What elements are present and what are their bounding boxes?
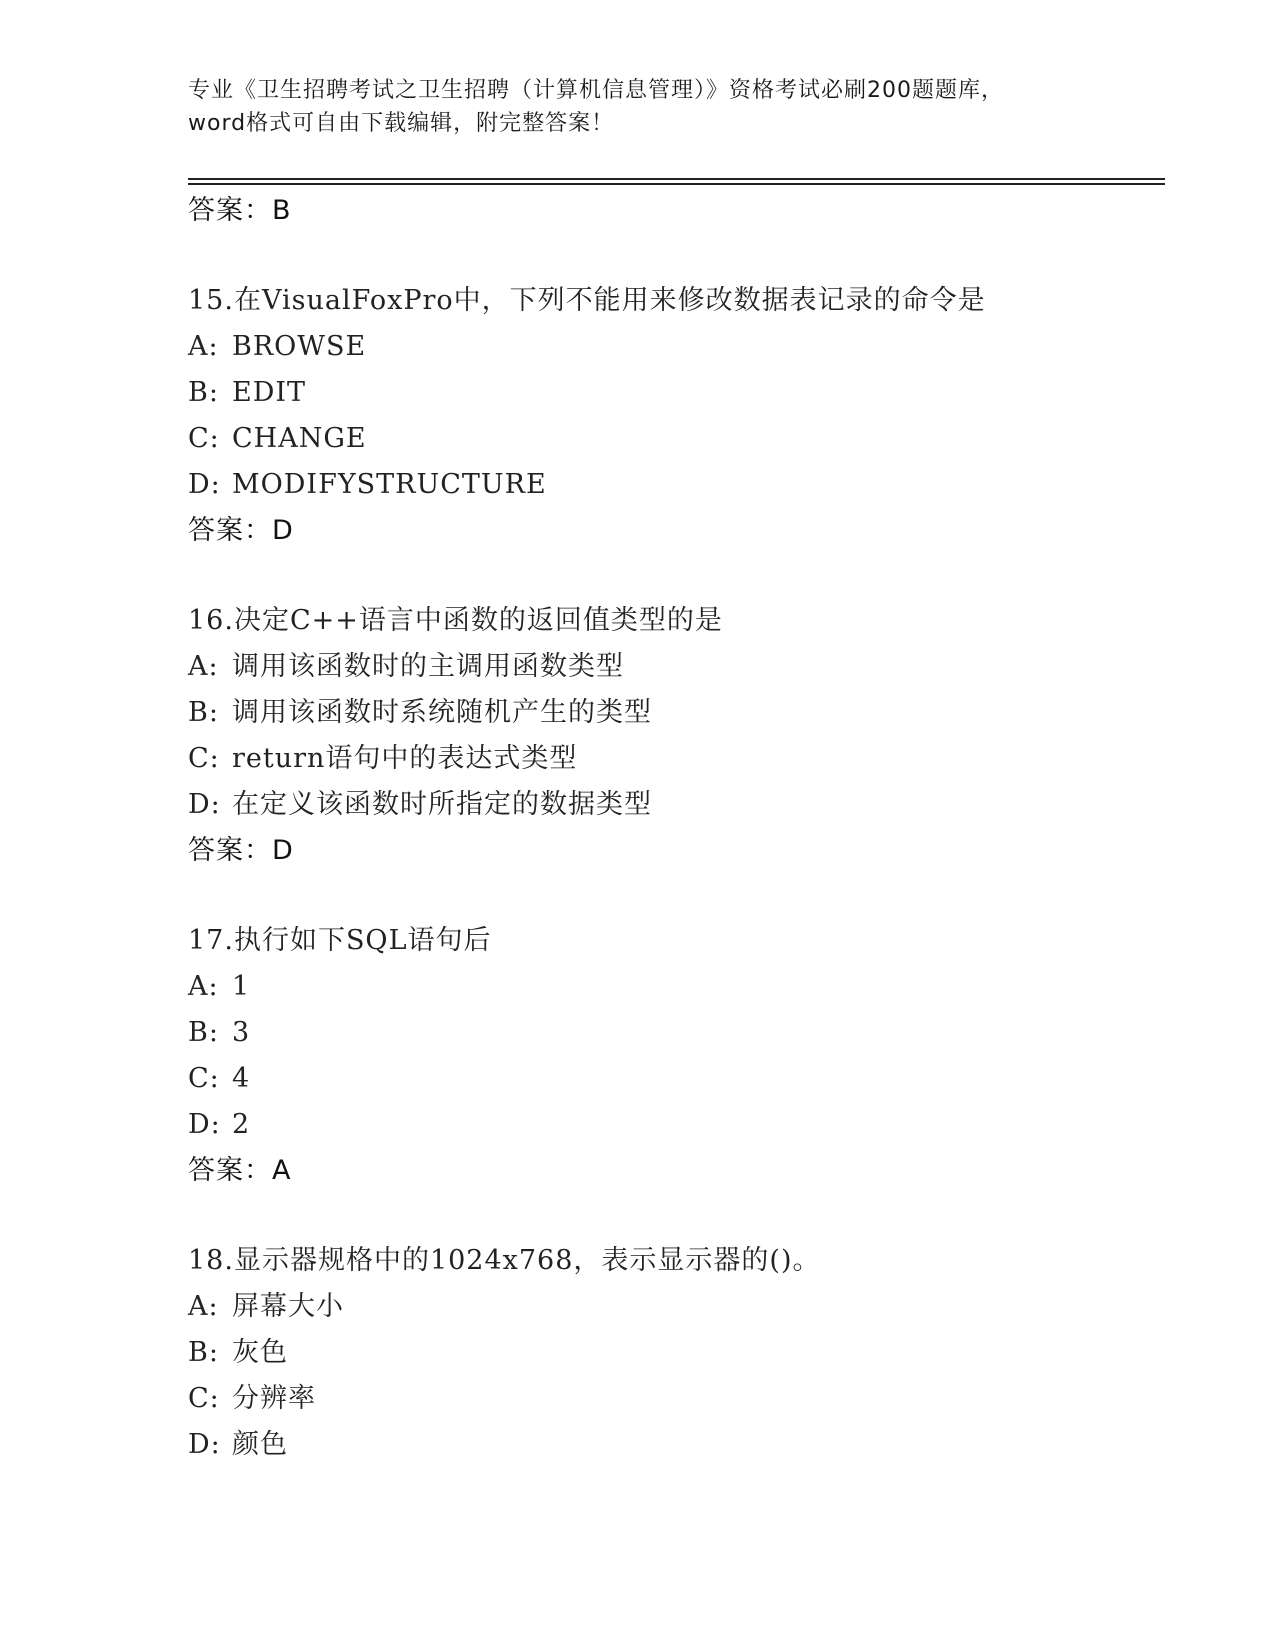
- header-divider-top: [188, 178, 1165, 180]
- option-text: BROWSE: [232, 331, 367, 362]
- question-title: 18.显示器规格中的1024x768，表示显示器的()。: [188, 1245, 821, 1276]
- option-b: [188, 690, 1168, 736]
- option-a: [188, 644, 1168, 690]
- option-text: MODIFYSTRUCTURE: [232, 469, 547, 500]
- option-text: 屏幕大小: [232, 1291, 344, 1322]
- option-key: C:: [188, 423, 220, 454]
- option-key: C:: [188, 1383, 220, 1414]
- option-text: 灰色: [232, 1337, 288, 1368]
- option-text: 调用该函数时的主调用函数类型: [232, 651, 624, 682]
- header-line-2: word格式可自由下载编辑，附完整答案！: [188, 111, 615, 136]
- answer-line: 答案：A: [188, 1155, 292, 1186]
- option-c: [188, 416, 1168, 462]
- option-d: [188, 782, 1168, 828]
- option-text: CHANGE: [232, 423, 367, 454]
- header-divider-bottom: [188, 183, 1165, 185]
- option-key: B:: [188, 1017, 219, 1048]
- question-title: 17.执行如下SQL语句后: [188, 925, 492, 956]
- question-item: [188, 1238, 1168, 1468]
- option-key: A:: [188, 331, 219, 362]
- option-text: 分辨率: [232, 1383, 316, 1414]
- option-text: 4: [232, 1063, 251, 1094]
- option-d: [188, 1102, 1168, 1148]
- option-key: B:: [188, 1337, 219, 1368]
- answer-line: 答案：D: [188, 515, 294, 546]
- option-text: 2: [232, 1109, 251, 1140]
- option-c: [188, 1376, 1168, 1422]
- option-text: 在定义该函数时所指定的数据类型: [232, 789, 652, 820]
- option-text: 颜色: [232, 1429, 288, 1460]
- option-key: C:: [188, 743, 220, 774]
- option-a: [188, 964, 1168, 1010]
- question-item: [188, 918, 1168, 1194]
- option-text: 调用该函数时系统随机产生的类型: [232, 697, 652, 728]
- option-text: 1: [232, 971, 251, 1002]
- option-key: D:: [188, 1429, 221, 1460]
- option-a: [188, 324, 1168, 370]
- question-title: 16.决定C++语言中函数的返回值类型的是: [188, 605, 723, 636]
- option-text: return语句中的表达式类型: [232, 743, 578, 774]
- option-a: [188, 1284, 1168, 1330]
- option-key: A:: [188, 1291, 219, 1322]
- question-item: [188, 598, 1168, 874]
- option-key: D:: [188, 469, 221, 500]
- option-c: [188, 1056, 1168, 1102]
- option-key: D:: [188, 1109, 221, 1140]
- option-key: A:: [188, 651, 219, 682]
- question-item: [188, 278, 1168, 554]
- option-d: [188, 462, 1168, 508]
- option-key: D:: [188, 789, 221, 820]
- answer-line: 答案：B: [188, 195, 292, 226]
- option-c: [188, 736, 1168, 782]
- header-line-1: 专业《卫生招聘考试之卫生招聘（计算机信息管理）》资格考试必刷200题题库，: [188, 78, 1004, 103]
- option-key: B:: [188, 697, 219, 728]
- option-b: [188, 370, 1168, 416]
- option-key: A:: [188, 971, 219, 1002]
- option-text: 3: [232, 1017, 251, 1048]
- option-key: C:: [188, 1063, 220, 1094]
- option-key: B:: [188, 377, 219, 408]
- option-d: [188, 1422, 1168, 1468]
- option-b: [188, 1330, 1168, 1376]
- answer-line: 答案：D: [188, 835, 294, 866]
- question-title: 15.在VisualFoxPro中，下列不能用来修改数据表记录的命令是: [188, 285, 986, 316]
- option-text: EDIT: [232, 377, 307, 408]
- document-header: [188, 74, 1088, 140]
- option-b: [188, 1010, 1168, 1056]
- question-list: [188, 188, 1168, 1468]
